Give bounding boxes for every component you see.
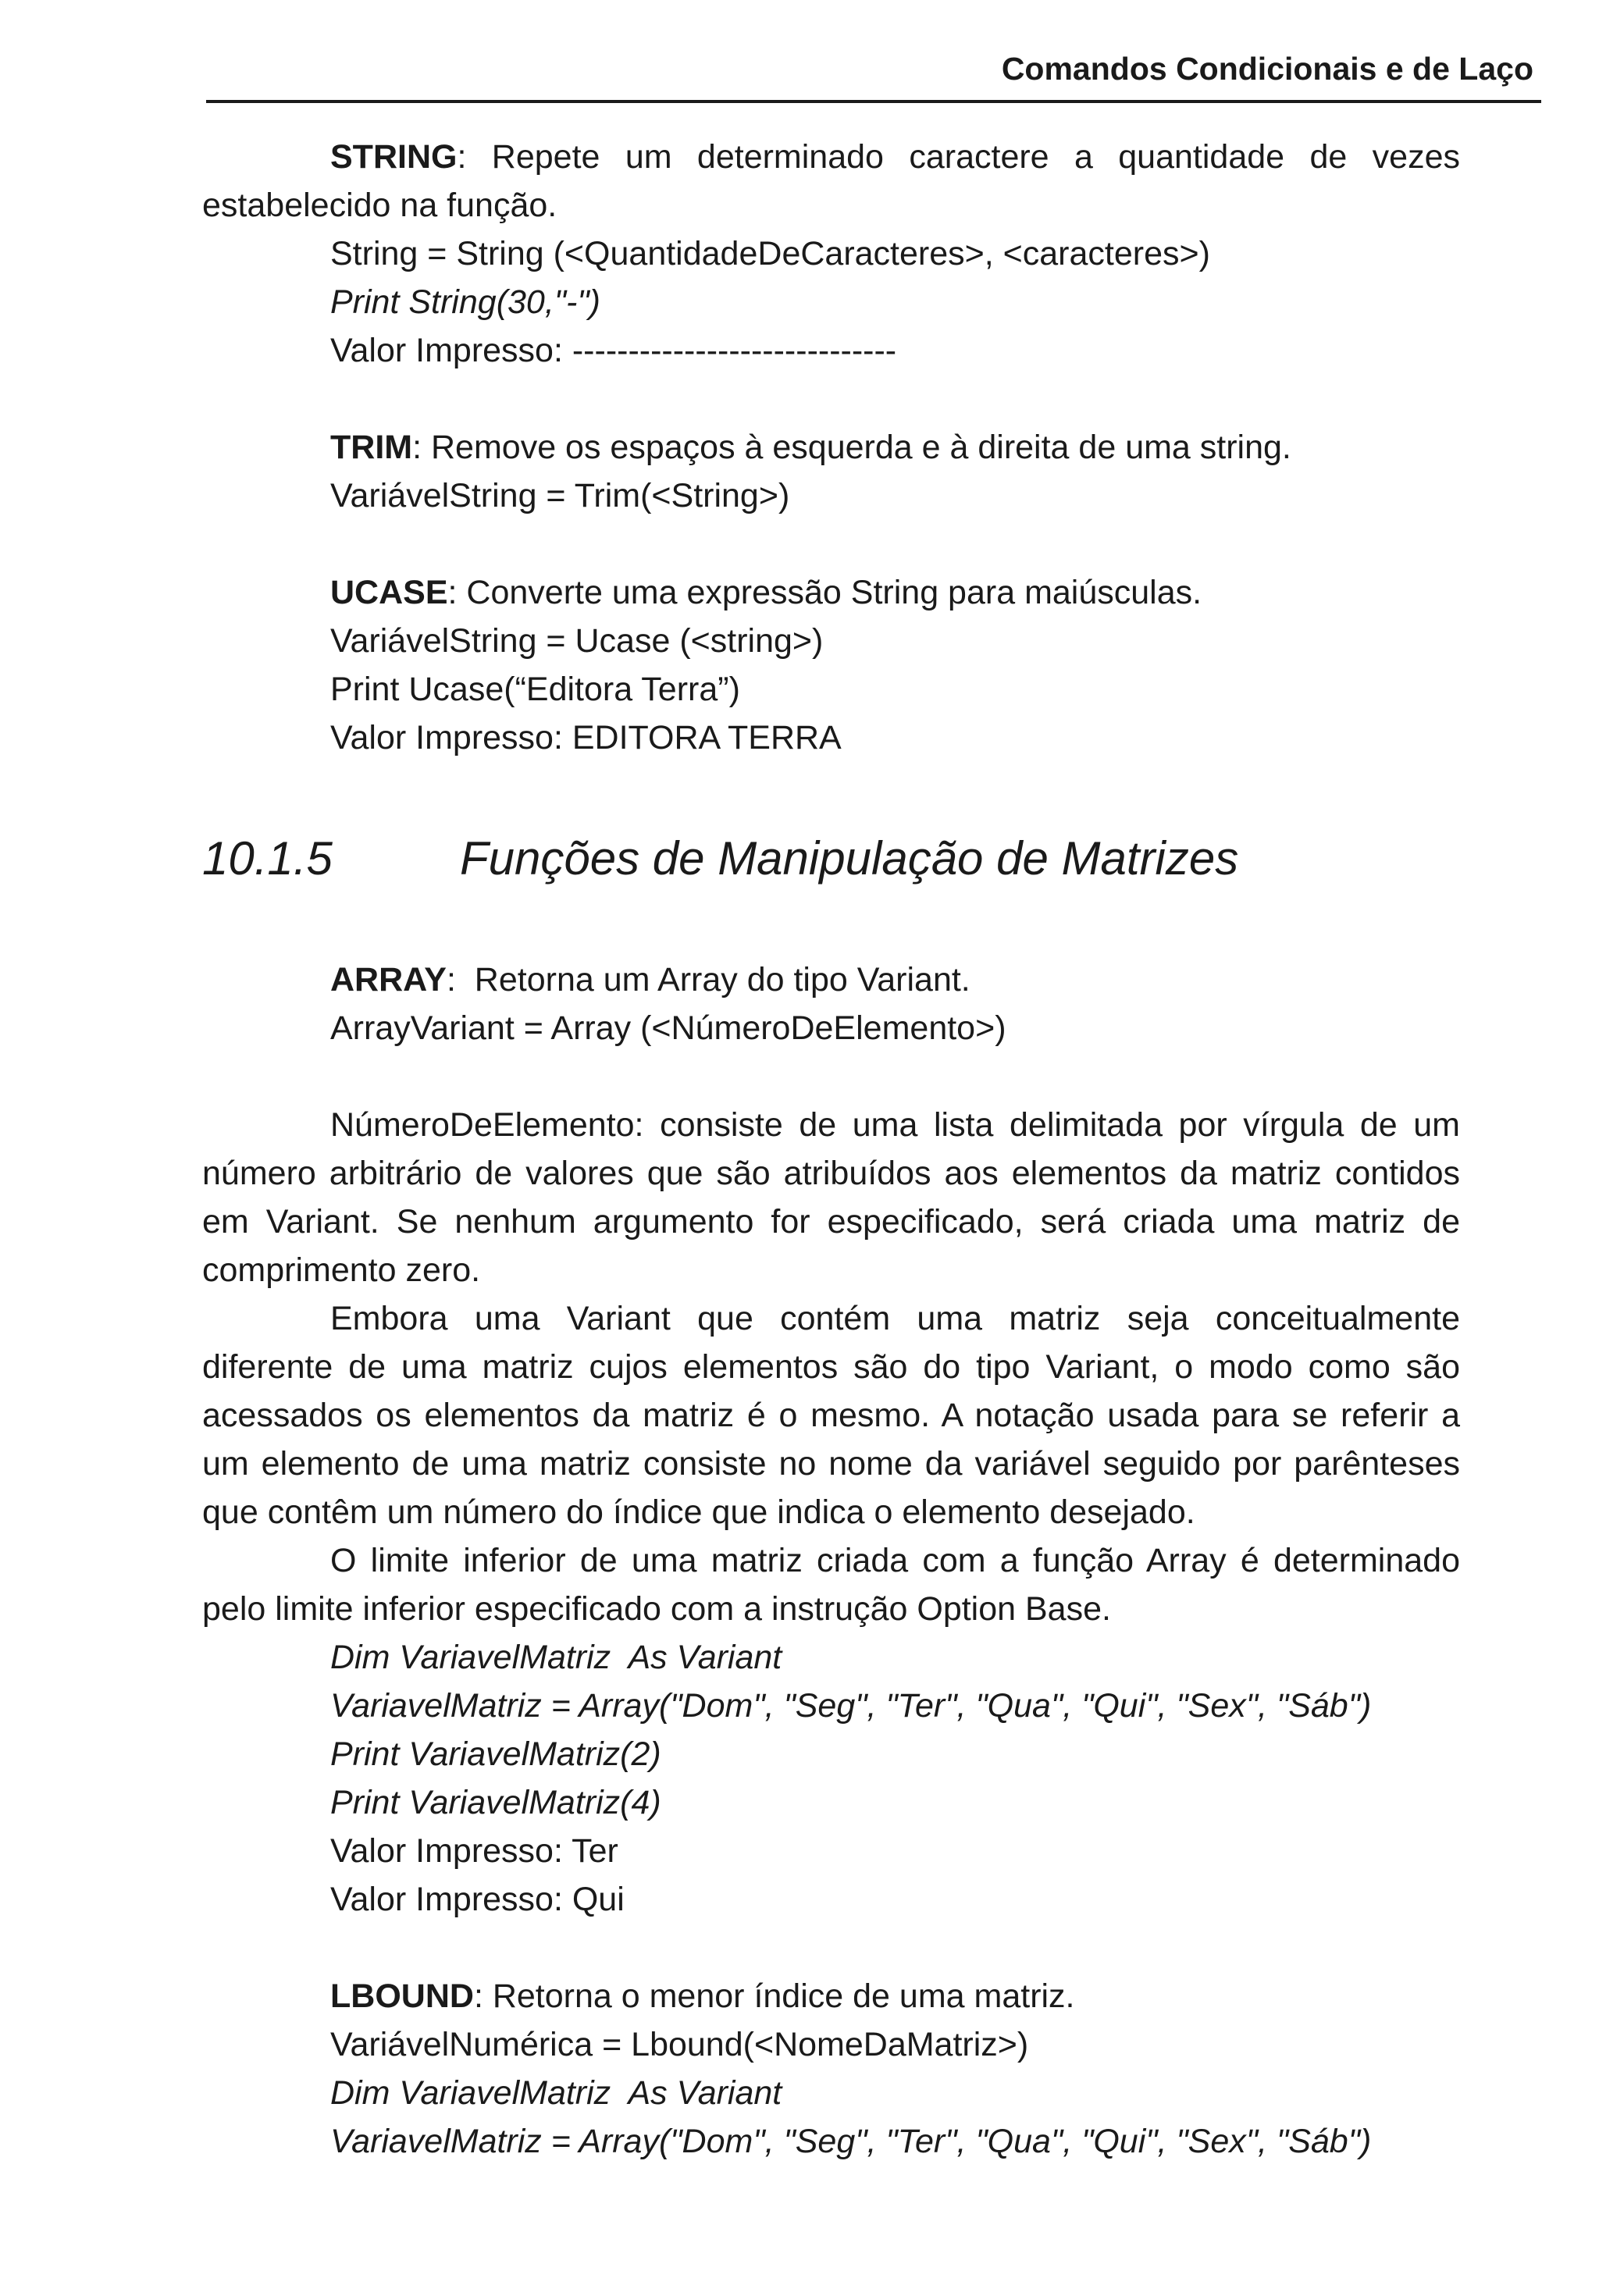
- lbound-code-line: Dim VariavelMatriz As Variant: [330, 2074, 782, 2112]
- spacer: [202, 1924, 1460, 1972]
- array-output-line: Valor Impresso: Ter: [330, 1832, 618, 1870]
- ucase-desc-text: : Converte uma expressão String para maiúsculas.: [447, 574, 1202, 611]
- array-term: ARRAY: [330, 961, 447, 998]
- spacer: [202, 1052, 1460, 1101]
- string-description: [202, 133, 1460, 230]
- trim-syntax: VariávelString = Trim(<String>): [330, 477, 790, 514]
- array-code-line: VariavelMatriz = Array("Dom", "Seg", "Ter", "Qua", "Qui", "Sex", "Sáb"): [330, 1687, 1372, 1725]
- page-body: [202, 133, 1460, 2166]
- lbound-desc-text: : Retorna o menor índice de uma matriz.: [473, 1977, 1075, 2015]
- ucase-term: UCASE: [330, 574, 448, 611]
- array-code-line: Print VariavelMatriz(4): [330, 1784, 661, 1821]
- spacer: [202, 375, 1460, 423]
- array-paragraph-1: NúmeroDeElemento: consiste de uma lista delimitada por vírgula de um número arbitrário de valores que são atribuídos aos elementos da matriz contidos em Variant. Se nenhum argumento for especificado, será criada uma matriz de comprimento zero.: [202, 1106, 1460, 1289]
- string-desc-text: : Repete um determinado caractere a quantidade de vezes estabelecido na função.: [202, 138, 1460, 224]
- array-output-line: Valor Impresso: Qui: [330, 1881, 625, 1918]
- ucase-syntax: VariávelString = Ucase (<string>): [330, 622, 824, 660]
- section-number: 10.1.5: [202, 832, 333, 885]
- lbound-term: LBOUND: [330, 1977, 474, 2015]
- section-title: Funções de Manipulação de Matrizes: [460, 832, 1239, 885]
- running-header: Comandos Condicionais e de Laço: [1001, 51, 1533, 87]
- array-code-line: Dim VariavelMatriz As Variant: [330, 1639, 782, 1676]
- header-rule: [206, 100, 1541, 103]
- array-syntax: ArrayVariant = Array (<NúmeroDeElemento>): [330, 1009, 1006, 1047]
- array-description: [202, 956, 1460, 1004]
- string-output: Valor Impresso: -----------------------------: [330, 332, 897, 369]
- section-heading: [202, 810, 1460, 907]
- spacer: [202, 520, 1460, 568]
- spacer: [202, 907, 1460, 956]
- trim-description: [202, 423, 1460, 472]
- trim-desc-text: : Remove os espaços à esquerda e à direita de uma string.: [412, 429, 1291, 466]
- array-desc-text: : Retorna um Array do tipo Variant.: [446, 961, 970, 998]
- string-syntax: String = String (<QuantidadeDeCaracteres>, <caracteres>): [330, 235, 1210, 272]
- ucase-output: Valor Impresso: EDITORA TERRA: [330, 719, 842, 756]
- array-paragraph-3: O limite inferior de uma matriz criada com a função Array é determinado pelo limite inferior especificado com a instrução Option Base.: [202, 1542, 1460, 1628]
- ucase-example: Print Ucase(“Editora Terra”): [330, 671, 740, 708]
- array-code-line: Print VariavelMatriz(2): [330, 1735, 661, 1773]
- lbound-syntax: VariávelNumérica = Lbound(<NomeDaMatriz>): [330, 2026, 1029, 2063]
- lbound-description: [202, 1972, 1460, 2020]
- ucase-description: [202, 568, 1460, 617]
- string-example: Print String(30,"-"): [330, 283, 600, 321]
- string-term: STRING: [330, 138, 458, 176]
- trim-term: TRIM: [330, 429, 413, 466]
- array-paragraph-2: Embora uma Variant que contém uma matriz seja conceitualmente diferente de uma matriz cujos elementos são do tipo Variant, o modo como são acessados os elementos da matriz é o mesmo. A notação usada para se referir a um elemento de uma matriz consiste no nome da variável seguido por parênteses que contêm um número do índice que indica o elemento desejado.: [202, 1300, 1460, 1531]
- lbound-code-line: VariavelMatriz = Array("Dom", "Seg", "Ter", "Qua", "Qui", "Sex", "Sáb"): [330, 2123, 1372, 2160]
